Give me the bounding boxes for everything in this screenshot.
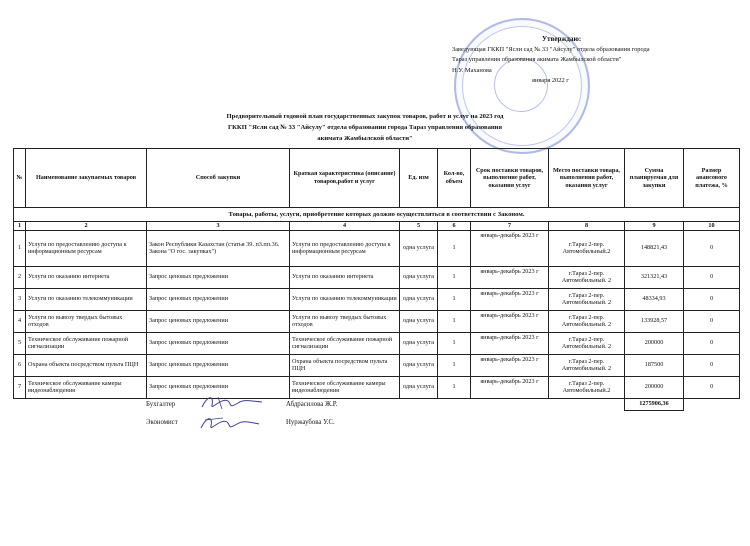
planned-sum: 133928,57 — [625, 310, 684, 332]
accountant-signature-line — [146, 401, 338, 408]
quantity: 1 — [438, 266, 471, 288]
approval-date: января 2022 г — [532, 77, 569, 84]
table-row — [14, 230, 740, 266]
row-number: 4 — [14, 310, 26, 332]
purchase-method: Запрос ценовых предложении — [147, 376, 290, 398]
header-cell: Кол-во, объем — [438, 149, 471, 208]
planned-sum: 200000 — [625, 376, 684, 398]
title-line-3: акимата Жамбылской области" — [317, 135, 413, 142]
column-number: 6 — [438, 222, 471, 231]
delivery-term: январь-декабрь 2023 г — [471, 376, 549, 398]
delivery-place: г.Тараз 2-пер. Автомобильный.2 — [549, 376, 625, 398]
column-number: 3 — [147, 222, 290, 231]
quantity: 1 — [438, 354, 471, 376]
planned-sum: 148821,43 — [625, 230, 684, 266]
header-cell: № — [14, 149, 26, 208]
table-row — [14, 266, 740, 288]
advance-payment: 0 — [684, 376, 740, 398]
delivery-place: г.Тараз 2-пер. Автомобильный.2 — [549, 230, 625, 266]
procurement-table — [13, 148, 740, 411]
delivery-term: январь-декабрь 2023 г — [471, 230, 549, 266]
delivery-place: г.Тараз 2-пер. Автомобильный. 2 — [549, 332, 625, 354]
quantity: 1 — [438, 288, 471, 310]
unit: одна услуга — [400, 230, 438, 266]
planned-sum: 200000 — [625, 332, 684, 354]
header-cell: Наименование закупаемых товаров — [26, 149, 147, 208]
header-cell: Срок поставки товаров, выполнение работ, оказания услуг — [471, 149, 549, 208]
unit: одна услуга — [400, 354, 438, 376]
delivery-term: январь-декабрь 2023 г — [471, 332, 549, 354]
row-number: 3 — [14, 288, 26, 310]
header-cell: Сумма планируемая для закупки — [625, 149, 684, 208]
accountant-role: Бухгалтер — [146, 401, 176, 408]
approval-line-3: Н.У. Маханова — [452, 66, 492, 74]
planned-sum: 48334,93 — [625, 288, 684, 310]
item-name: Услуги по вывозу твердых бытовых отходов — [26, 310, 147, 332]
row-number: 1 — [14, 230, 26, 266]
column-number: 4 — [290, 222, 400, 231]
advance-payment: 0 — [684, 288, 740, 310]
column-number-row — [14, 222, 740, 231]
approval-line-1: Заведующая ГККП "Ясли сад № 33 "Айсулу" отдела образования города — [452, 45, 650, 53]
economist-role: Экономист — [146, 419, 178, 426]
accountant-name: Абдрасилова Ж.Р. — [286, 401, 338, 408]
column-number: 10 — [684, 222, 740, 231]
purchase-method: Запрос ценовых предложении — [147, 354, 290, 376]
advance-payment: 0 — [684, 354, 740, 376]
approval-line-2: Тараз управления образования акимата Жамбылской области" — [452, 56, 622, 63]
title-line-1: Предворительный годовой план государственных закупок товаров, работ и услуг на 2023 год — [226, 113, 504, 120]
advance-payment: 0 — [684, 230, 740, 266]
item-name: Техническое обслуживание камеры видеонаблюдения — [26, 376, 147, 398]
item-description: Услуги по вывозу твердых бытовых отходов — [290, 310, 400, 332]
accountant-signature-icon — [198, 393, 268, 413]
economist-signature-icon — [195, 412, 265, 434]
table-row — [14, 288, 740, 310]
advance-payment: 0 — [684, 266, 740, 288]
delivery-place: г.Тараз 2-пер. Автомобильный. 2 — [549, 310, 625, 332]
row-number: 2 — [14, 266, 26, 288]
planned-sum: 187500 — [625, 354, 684, 376]
quantity: 1 — [438, 376, 471, 398]
planned-sum: 321321,43 — [625, 266, 684, 288]
section-title: Товары, работы, услуги, приобретение которых должно осуществляться в соответствии с Законом. — [14, 208, 740, 222]
approval-title: Утверждаю: — [542, 35, 582, 43]
advance-payment: 0 — [684, 310, 740, 332]
row-number: 6 — [14, 354, 26, 376]
item-name: Охрана объекта посредством пульта ПЦН — [26, 354, 147, 376]
column-number: 1 — [14, 222, 26, 231]
column-number: 8 — [549, 222, 625, 231]
column-number: 9 — [625, 222, 684, 231]
unit: одна услуга — [400, 332, 438, 354]
delivery-place: г.Тараз 2-пер. Автомобильный. 2 — [549, 354, 625, 376]
table-row — [14, 376, 740, 398]
unit: одна услуга — [400, 310, 438, 332]
row-number: 5 — [14, 332, 26, 354]
total-sum: 1275906,36 — [625, 398, 684, 410]
purchase-method: Запрос ценовых предложении — [147, 332, 290, 354]
purchase-method: Запрос ценовых предложении — [147, 310, 290, 332]
document-title — [150, 111, 580, 144]
quantity: 1 — [438, 310, 471, 332]
header-cell: Размер авансового платежа, % — [684, 149, 740, 208]
delivery-place: г.Тараз 2-пер. Автомобильный. 2 — [549, 288, 625, 310]
delivery-place: г.Тараз 2-пер. Автомобильный. 2 — [549, 266, 625, 288]
item-description: Услуги по предоставлению доступа к информационным ресурсам — [290, 230, 400, 266]
header-cell: Место поставки товара, выполнения работ, оказания услуг — [549, 149, 625, 208]
delivery-term: январь-декабрь 2023 г — [471, 310, 549, 332]
header-cell: Способ закупки — [147, 149, 290, 208]
delivery-term: январь-декабрь 2023 г — [471, 354, 549, 376]
item-name: Услуги по оказанию интернета — [26, 266, 147, 288]
column-number: 2 — [26, 222, 147, 231]
unit: одна услуга — [400, 266, 438, 288]
item-name: Техническое обслуживание пожарной сигнализации — [26, 332, 147, 354]
header-row — [14, 149, 740, 208]
column-number: 7 — [471, 222, 549, 231]
unit: одна услуга — [400, 376, 438, 398]
purchase-method: Запрос ценовых предложении — [147, 288, 290, 310]
delivery-term: январь-декабрь 2023 г — [471, 266, 549, 288]
table-row — [14, 332, 740, 354]
header-cell: Краткая характеристика (описание) товаров,работ и услуг — [290, 149, 400, 208]
item-name: Услуги по предоставлению доступа к информационным ресурсам — [26, 230, 147, 266]
quantity: 1 — [438, 230, 471, 266]
column-number: 5 — [400, 222, 438, 231]
economist-name: Нуржаубова У.С. — [286, 419, 335, 426]
title-line-2: ГККП "Ясли сад № 33 "Айсулу" отдела образовании города Тараз управления образования — [227, 124, 503, 131]
advance-payment: 0 — [684, 332, 740, 354]
approval-block — [452, 34, 742, 87]
item-description: Охрана объекта посредством пульта ПЦН — [290, 354, 400, 376]
purchase-method: Запрос ценовых предложении — [147, 266, 290, 288]
item-description: Техническое обслуживание камеры видеонаблюдения — [290, 376, 400, 398]
unit: одна услуга — [400, 288, 438, 310]
table-row — [14, 310, 740, 332]
total-row — [14, 398, 740, 410]
delivery-term: январь-декабрь 2023 г — [471, 288, 549, 310]
row-number: 7 — [14, 376, 26, 398]
table-row — [14, 354, 740, 376]
item-description: Услуги по оказанию интернета — [290, 266, 400, 288]
economist-signature-line — [146, 419, 335, 426]
item-description: Услуги по оказанию телекоммуникации — [290, 288, 400, 310]
purchase-method: Закон Республики Казахстан (статья 39. п3.пп.36. Закона "О гос. закупках") — [147, 230, 290, 266]
quantity: 1 — [438, 332, 471, 354]
item-name: Услуги по оказанию телекоммуникации — [26, 288, 147, 310]
header-cell: Ед. изм — [400, 149, 438, 208]
item-description: Техническое обслуживание пожарной сигнализации — [290, 332, 400, 354]
